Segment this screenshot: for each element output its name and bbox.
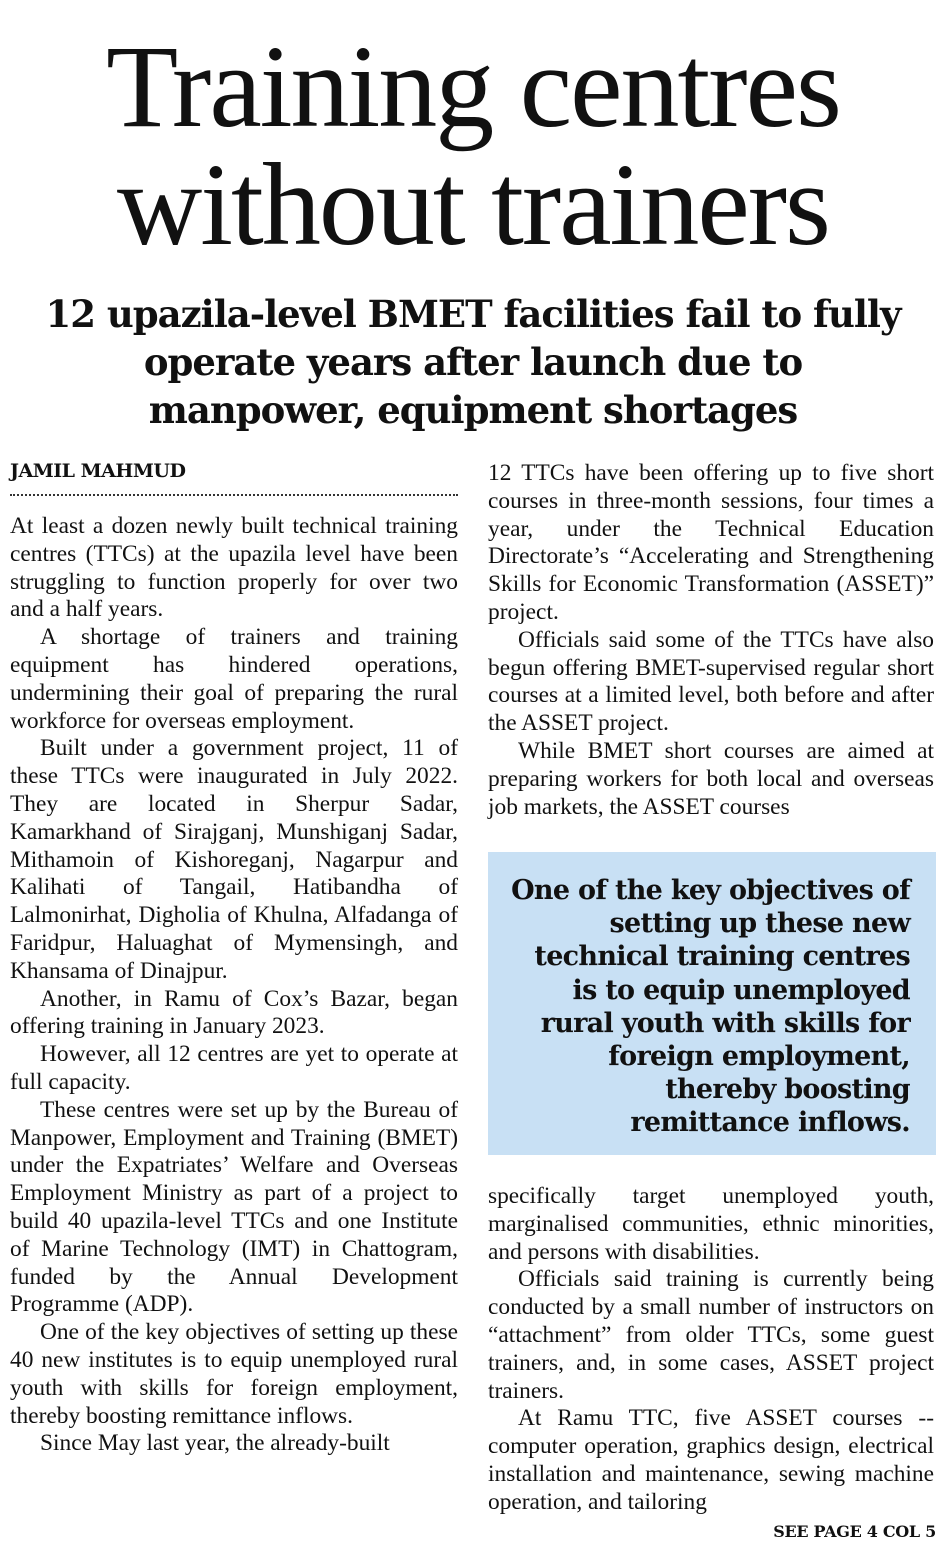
paragraph: At least a dozen newly built technical training centres (TTCs) at the upazila level have been struggling to function properly for over two and a half years. xyxy=(10,513,458,623)
paragraph: specifically target unemployed youth, marginalised communities, ethnic minorities, and persons with disabilities. xyxy=(488,1183,934,1265)
paragraph: 12 TTCs have been offering up to five short courses in three-month sessions, four times a year, under the Technical Education Directorate’s “Accelerating and Strengthening Skills for Economic Transformation (ASSET)” project. xyxy=(488,460,934,625)
column-2-top xyxy=(488,460,934,821)
pull-quote: One of the key objectives of setting up these new technical training centres is to equip unemployed rural youth with skills for foreign employment, thereby boosting remittance inflows. xyxy=(488,852,936,1155)
paragraph: Officials said some of the TTCs have also begun offering BMET-supervised regular short courses at a limited level, both before and after the ASSET project. xyxy=(488,626,934,737)
jump-line: SEE PAGE 4 COL 5 xyxy=(773,1522,936,1541)
paragraph: At Ramu TTC, five ASSET courses -- computer operation, graphics design, electrical installation and maintenance, sewing machine operation, and tailoring xyxy=(488,1405,934,1515)
headline: Training centres without trainers xyxy=(106,21,840,270)
paragraph: While BMET short courses are aimed at preparing workers for both local and overseas job markets, the ASSET courses xyxy=(488,737,934,820)
subheadline: 12 upazila-level BMET facilities fail to fully operate years after launch due to manpower, equipment shortages xyxy=(45,292,901,432)
column-2-bottom xyxy=(488,1183,934,1517)
paragraph: Since May last year, the already-built xyxy=(40,1430,390,1457)
paragraph: Officials said training is currently being conducted by a small number of instructors on “attachment” from older TTCs, some guest trainers, and, in some cases, ASSET project trainers. xyxy=(488,1266,934,1404)
paragraph: However, all 12 centres are yet to operate at full capacity. xyxy=(10,1041,458,1095)
paragraph: Built under a government project, 11 of these TTCs were inaugurated in July 2022. They are located in Sherpur Sadar, Kamarkhand of Sirajganj, Munshiganj Sadar, Mithamoin of Kishoreganj, Nagarpur and Kalihati of Tangail, Hatibandha of Lalmonirhat, Digholia of Khulna, Alfadanga of Faridpur, Haluaghat of Mymensingh, and Khansama of Dinajpur. xyxy=(10,735,458,984)
paragraph: These centres were set up by the Bureau of Manpower, Employment and Training (BMET) under the Expatriates’ Welfare and Overseas Employment Ministry as part of a project to build 40 upazila-level TTCs and one Institute of Marine Technology (IMT) in Chattogram, funded by the Annual Development Programme (ADP). xyxy=(10,1096,458,1318)
paragraph: A shortage of trainers and training equipment has hindered operations, undermining their goal of preparing the rural workforce for overseas employment. xyxy=(10,624,458,734)
paragraph: Another, in Ramu of Cox’s Bazar, began offering training in January 2023. xyxy=(10,985,458,1040)
paragraph: One of the key objectives of setting up these 40 new institutes is to equip unemployed rural youth with skills for foreign employment, thereby boosting remittance inflows. xyxy=(10,1319,458,1429)
column-1 xyxy=(10,513,458,1458)
byline: JAMIL MAHMUD xyxy=(10,460,458,496)
